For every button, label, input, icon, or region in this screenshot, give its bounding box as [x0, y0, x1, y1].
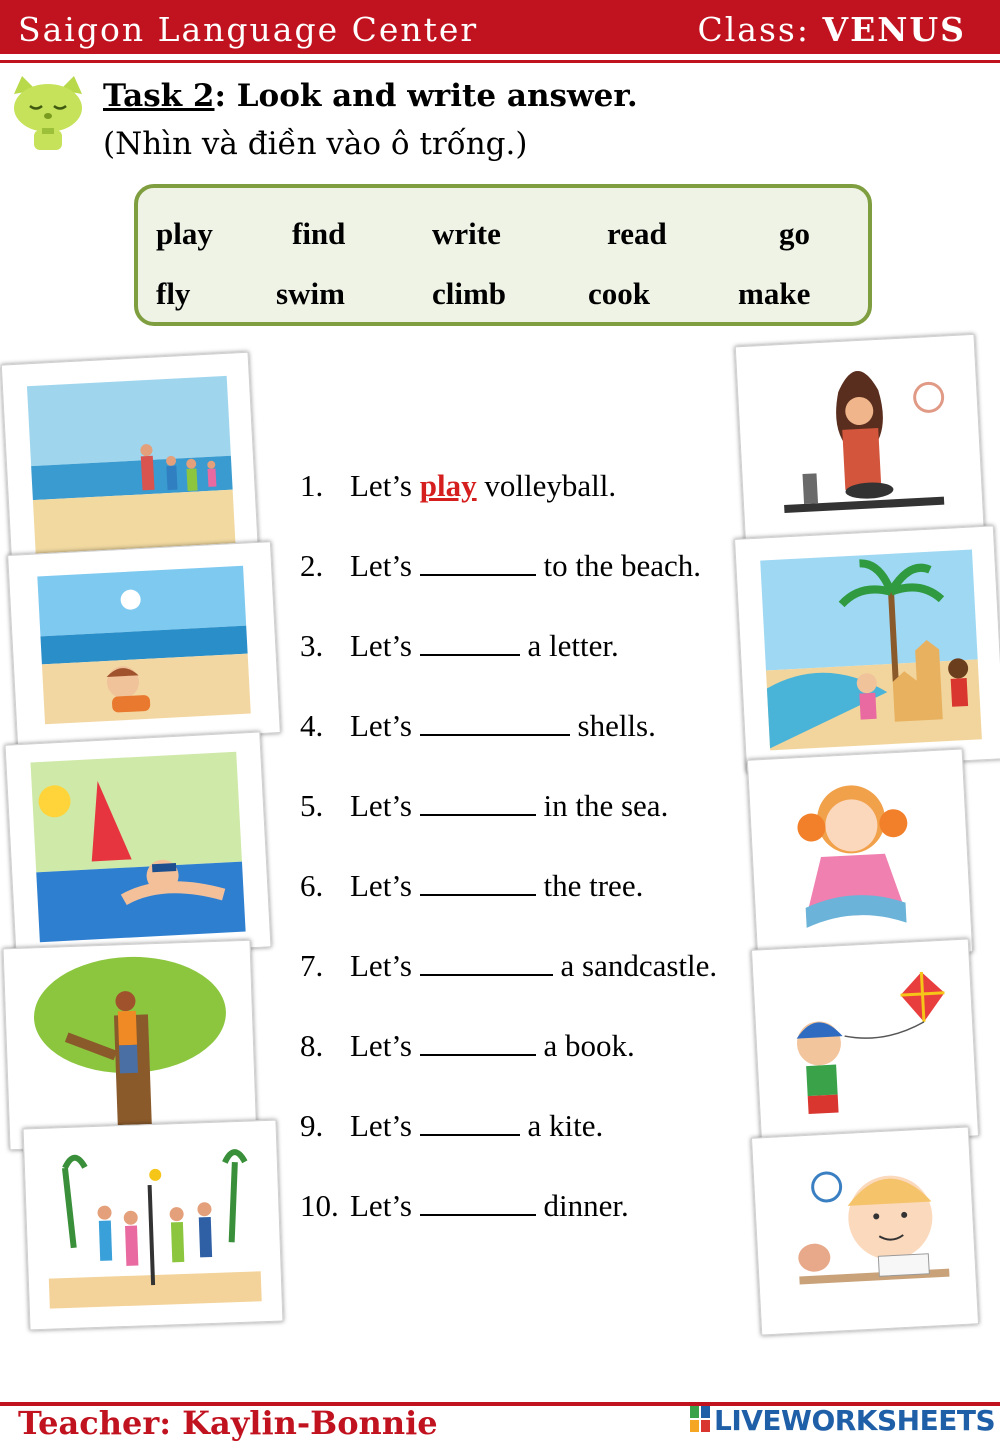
- word-bank-item: read: [607, 216, 667, 251]
- sentence-9: 9. Let’s a kite.: [300, 1108, 604, 1143]
- word-bank-item: play: [156, 216, 213, 251]
- sentence-8: 8. Let’s a book.: [300, 1028, 635, 1063]
- answer-blank[interactable]: [420, 708, 570, 736]
- picture-beach-family: [1, 352, 259, 571]
- word-bank-item: go: [779, 216, 810, 251]
- word-bank-item: fly: [156, 276, 191, 311]
- liveworksheets-brand[interactable]: LIVEWORKSHEETS: [714, 1404, 996, 1437]
- task-title: Task 2: Look and write answer.: [103, 78, 638, 114]
- word-bank-item: make: [738, 276, 811, 311]
- teacher-name: Teacher: Kaylin-Bonnie: [18, 1404, 438, 1442]
- sentence-5: 5. Let’s in the sea.: [300, 788, 669, 823]
- answer-blank[interactable]: [420, 548, 536, 576]
- picture-read-book: [747, 748, 973, 963]
- class-name: VENUS: [822, 10, 966, 49]
- answer-blank[interactable]: [420, 1028, 536, 1056]
- answer-blank[interactable]: [420, 788, 536, 816]
- word-bank-item: cook: [588, 276, 650, 311]
- word-bank-item: climb: [432, 276, 507, 311]
- sentence-2: 2. Let’s to the beach.: [300, 548, 702, 583]
- center-name: Saigon Language Center: [18, 10, 479, 49]
- word-bank-box: [134, 184, 872, 326]
- picture-fly-kite: [751, 938, 979, 1147]
- picture-make-sandcastle: [734, 525, 1000, 772]
- picture-climb-tree: [3, 940, 258, 1151]
- answer-blank[interactable]: [420, 948, 553, 976]
- word-bank-item: swim: [276, 276, 345, 311]
- word-bank-item: write: [432, 216, 501, 251]
- sentence-7: 7. Let’s a sandcastle.: [300, 948, 718, 983]
- word-bank-item: find: [292, 216, 346, 251]
- header-bar: [0, 0, 1000, 54]
- picture-write-letter: [751, 1126, 979, 1335]
- sentence-1: 1. Let’s play volleyball.: [300, 468, 617, 503]
- answer-blank[interactable]: [420, 628, 520, 656]
- sentence-6: 6. Let’s the tree.: [300, 868, 644, 903]
- task-label: Task 2: [103, 78, 215, 114]
- sentence-10: 10. Let’s dinner.: [300, 1188, 629, 1223]
- picture-play-volleyball: [23, 1120, 284, 1331]
- answer-blank[interactable]: [420, 1188, 536, 1216]
- answer-blank[interactable]: [420, 1108, 520, 1136]
- sentence-4: 4. Let’s shells.: [300, 708, 656, 743]
- header-divider: [0, 60, 1000, 63]
- picture-swim-sea: [5, 731, 272, 960]
- picture-cook-dinner: [735, 334, 986, 554]
- picture-find-shells: [7, 541, 281, 747]
- answer-blank[interactable]: [420, 868, 536, 896]
- class-label: Class: VENUS: [697, 10, 966, 49]
- cat-mascot-icon: [8, 74, 88, 152]
- sentence-3: 3. Let’s a letter.: [300, 628, 619, 663]
- task-subtitle: (Nhìn và điền vào ô trống.): [103, 126, 528, 162]
- liveworksheets-logo-icon: [690, 1406, 710, 1432]
- answer-example: play: [419, 468, 477, 503]
